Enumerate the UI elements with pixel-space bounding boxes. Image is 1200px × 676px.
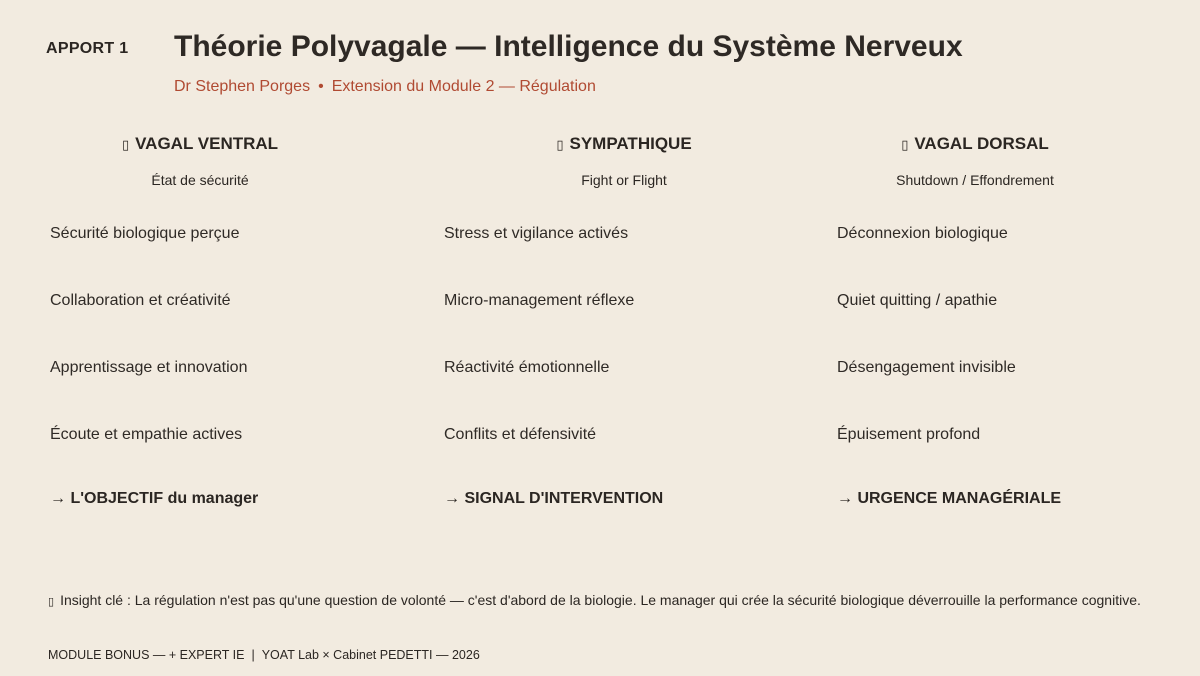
page-title: Théorie Polyvagale — Intelligence du Système Nerveux — [174, 30, 963, 63]
insight-text: Insight clé : La régulation n'est pas qu'une question de volonté — c'est d'abord de la biologie. Le manager qui crée la sécurité biologique déverrouille la performance cognitive. — [60, 592, 1141, 608]
column-item-list — [837, 222, 1016, 490]
list-item: Collaboration et créativité — [50, 292, 231, 309]
column-vagal-dorsal — [837, 132, 1197, 507]
list-item: Micro-management réflexe — [444, 292, 635, 309]
column-subtitle: État de sécurité — [151, 172, 249, 188]
column-title: VAGAL VENTRAL — [135, 134, 279, 153]
column-header — [20, 132, 380, 156]
column-item-list — [444, 222, 634, 490]
footer-module: MODULE BONUS — + EXPERT IE — [48, 648, 245, 662]
list-item: Apprentissage et innovation — [50, 359, 248, 376]
footer-credits: YOAT Lab × Cabinet PEDETTI — 2026 — [261, 648, 480, 662]
list-item: Réactivité émotionnelle — [444, 359, 610, 376]
insight-box — [48, 590, 1148, 612]
column-title: VAGAL DORSAL — [914, 134, 1049, 153]
column-action: → URGENCE MANAGÉRIALE — [837, 490, 1062, 507]
column-header — [795, 132, 1155, 156]
section-tag: APPORT 1 — [46, 40, 129, 57]
list-item: Épuisement profond — [837, 426, 981, 443]
list-item: Écoute et empathie actives — [50, 426, 243, 443]
list-item: Déconnexion biologique — [837, 225, 1008, 242]
list-item: Quiet quitting / apathie — [837, 292, 998, 309]
list-item: Stress et vigilance activés — [444, 225, 629, 242]
column-action: → SIGNAL D'INTERVENTION — [444, 490, 664, 507]
column-sympathique — [444, 132, 804, 507]
list-item: Conflits et défensivité — [444, 426, 597, 443]
placeholder-icon: ▯ — [901, 137, 909, 152]
column-subtitle: Shutdown / Effondrement — [896, 172, 1054, 188]
placeholder-icon: ▯ — [121, 137, 130, 152]
column-vagal-ventral — [50, 132, 410, 507]
page-subtitle — [174, 78, 596, 96]
footer — [48, 648, 480, 662]
placeholder-icon: ▯ — [48, 596, 55, 608]
column-action: → L'OBJECTIF du manager — [50, 490, 259, 507]
column-title: SYMPATHIQUE — [569, 134, 692, 153]
list-item: Sécurité biologique perçue — [50, 225, 240, 242]
list-item: Désengagement invisible — [837, 359, 1016, 376]
footer-separator: | — [251, 648, 255, 662]
column-header — [444, 132, 804, 156]
column-item-list — [50, 222, 247, 490]
placeholder-icon: ▯ — [556, 137, 564, 152]
bullet-separator: • — [318, 78, 324, 95]
author-name: Dr Stephen Porges — [174, 78, 311, 95]
column-subtitle: Fight or Flight — [581, 172, 667, 188]
module-reference: Extension du Module 2 — Régulation — [331, 78, 596, 95]
